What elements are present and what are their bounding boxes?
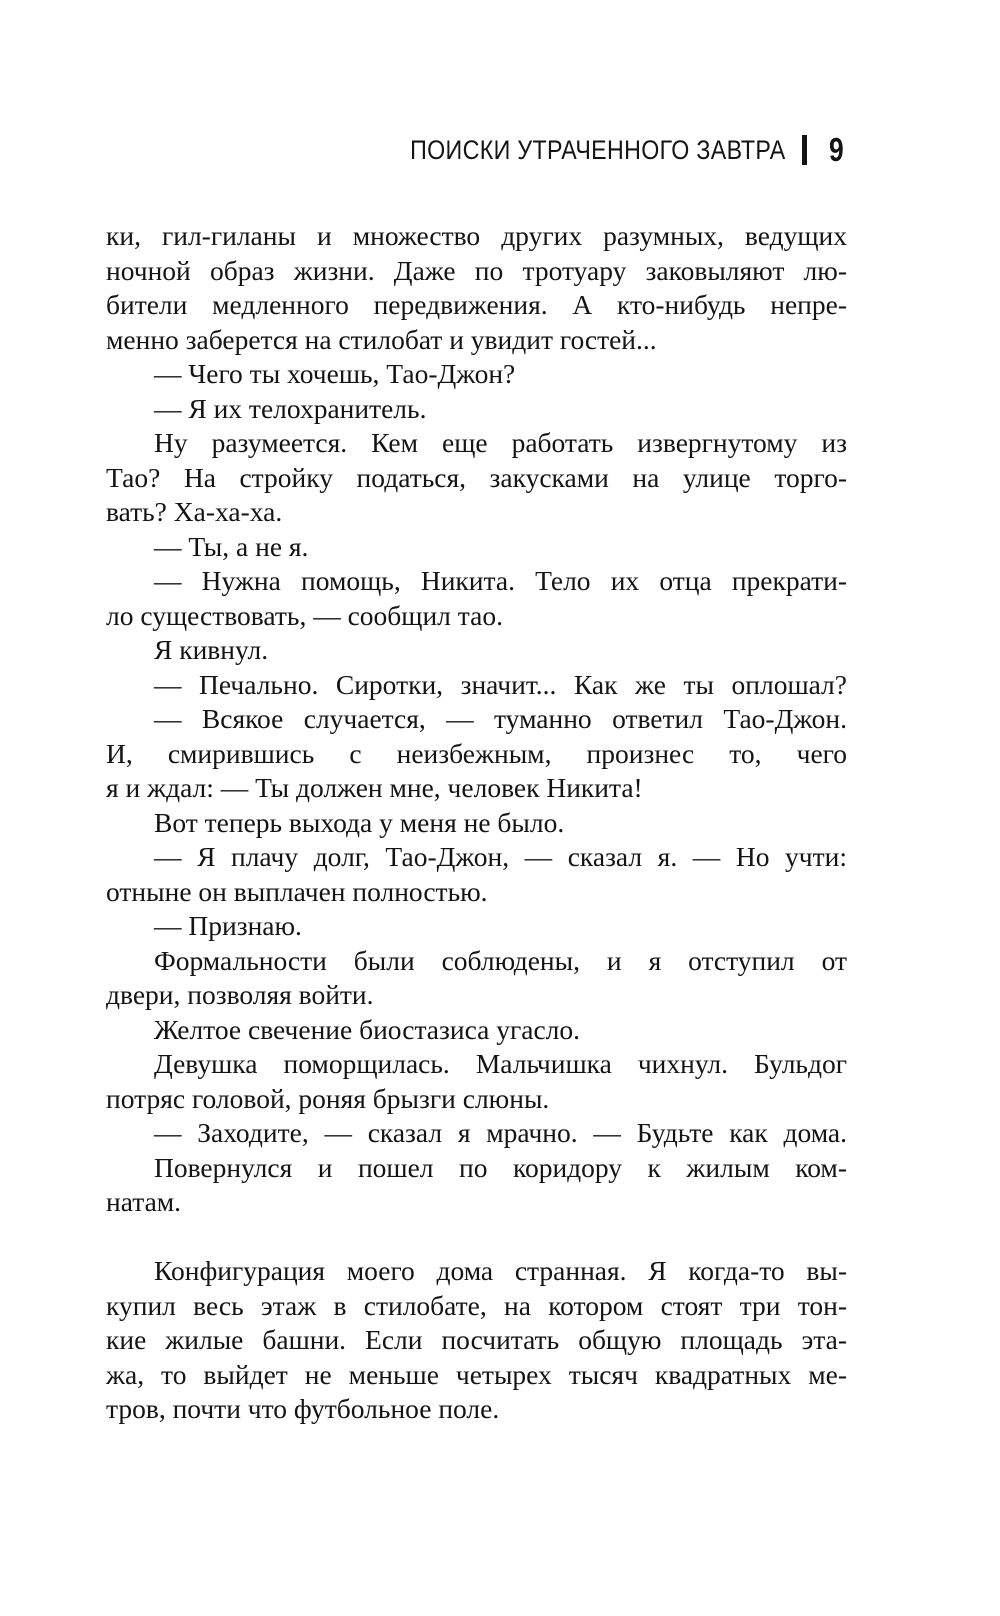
- text-line: Конфигурация моего дома странная. Я когда-то вы-: [154, 1255, 847, 1286]
- text-line: жа, то выйдет не меньше четырех тысяч квадратных ме-: [106, 1358, 847, 1390]
- text-line: бители медленного передвижения. А кто-нибудь непре-: [106, 289, 847, 320]
- running-head-separator: [802, 135, 807, 165]
- text-line: — Нужна помощь, Никита. Тело их отца прекрати-: [154, 565, 847, 596]
- text-line: ки, гил-гиланы и множество других разумных, ведущих: [106, 220, 847, 251]
- text-line: ло существовать, — сообщил тао.: [106, 599, 503, 631]
- text-line: — Заходите, — сказал я мрачно. — Будьте как дома.: [154, 1117, 847, 1148]
- text-line: двери, позволяя войти.: [106, 979, 374, 1010]
- text-line: — Всякое случается, — туманно ответил Тао-Джон.: [154, 703, 847, 734]
- text-line: купил весь этаж в стилобате, на котором стоят три тон-: [106, 1289, 847, 1321]
- text-line: — Чего ты хочешь, Тао-Джон?: [154, 358, 516, 389]
- text-line: потряс головой, роняя брызги слюны.: [106, 1082, 550, 1114]
- text-line: ночной образ жизни. Даже по тротуару заковыляют лю-: [106, 254, 847, 286]
- text-line: Я кивнул.: [154, 634, 269, 665]
- section-gap: [106, 1220, 847, 1255]
- text-line: Тао? На стройку податься, закусками на улице торго-: [106, 461, 847, 493]
- text-line: Девушка поморщилась. Мальчишка чихнул. Бульдог: [154, 1048, 847, 1079]
- text-line: тров, почти что футбольное поле.: [106, 1393, 500, 1424]
- text-line: менно заберется на стилобат и увидит гостей...: [106, 323, 657, 355]
- page-number: 9: [828, 131, 844, 168]
- text-line: — Я плачу долг, Тао-Джон, — сказал я. — Но учти:: [154, 841, 847, 872]
- text-line: я и ждал: — Ты должен мне, человек Никита!: [106, 772, 643, 803]
- text-line: вать? Ха-ха-ха.: [106, 496, 283, 527]
- text-line: И, смирившись с неизбежным, произнес то, чего: [106, 737, 847, 769]
- body-text: [106, 219, 847, 1427]
- text-line: Повернулся и пошел по коридору к жилым ком-: [154, 1151, 847, 1183]
- running-head-title: ПОИСКИ УТРАЧЕННОГО ЗАВТРА: [410, 134, 786, 165]
- text-line: отныне он выплачен полностью.: [106, 875, 488, 907]
- text-line: Желтое свечение биостазиса угасло.: [154, 1013, 580, 1045]
- text-line: — Я их телохранитель.: [154, 392, 427, 424]
- text-line: Вот теперь выхода у меня не было.: [154, 806, 565, 838]
- text-line: Ну разумеется. Кем еще работать извергнутому из: [154, 427, 847, 458]
- text-line: — Печально. Сиротки, значит... Как же ты оплошал?: [154, 668, 847, 700]
- running-head: [349, 128, 847, 172]
- text-line: Формальности были соблюдены, и я отступил от: [154, 944, 847, 976]
- text-line: — Признаю.: [154, 910, 302, 941]
- text-line: — Ты, а не я.: [154, 530, 309, 562]
- text-line: натам.: [106, 1186, 182, 1217]
- text-line: кие жилые башни. Если посчитать общую площадь эта-: [106, 1324, 847, 1355]
